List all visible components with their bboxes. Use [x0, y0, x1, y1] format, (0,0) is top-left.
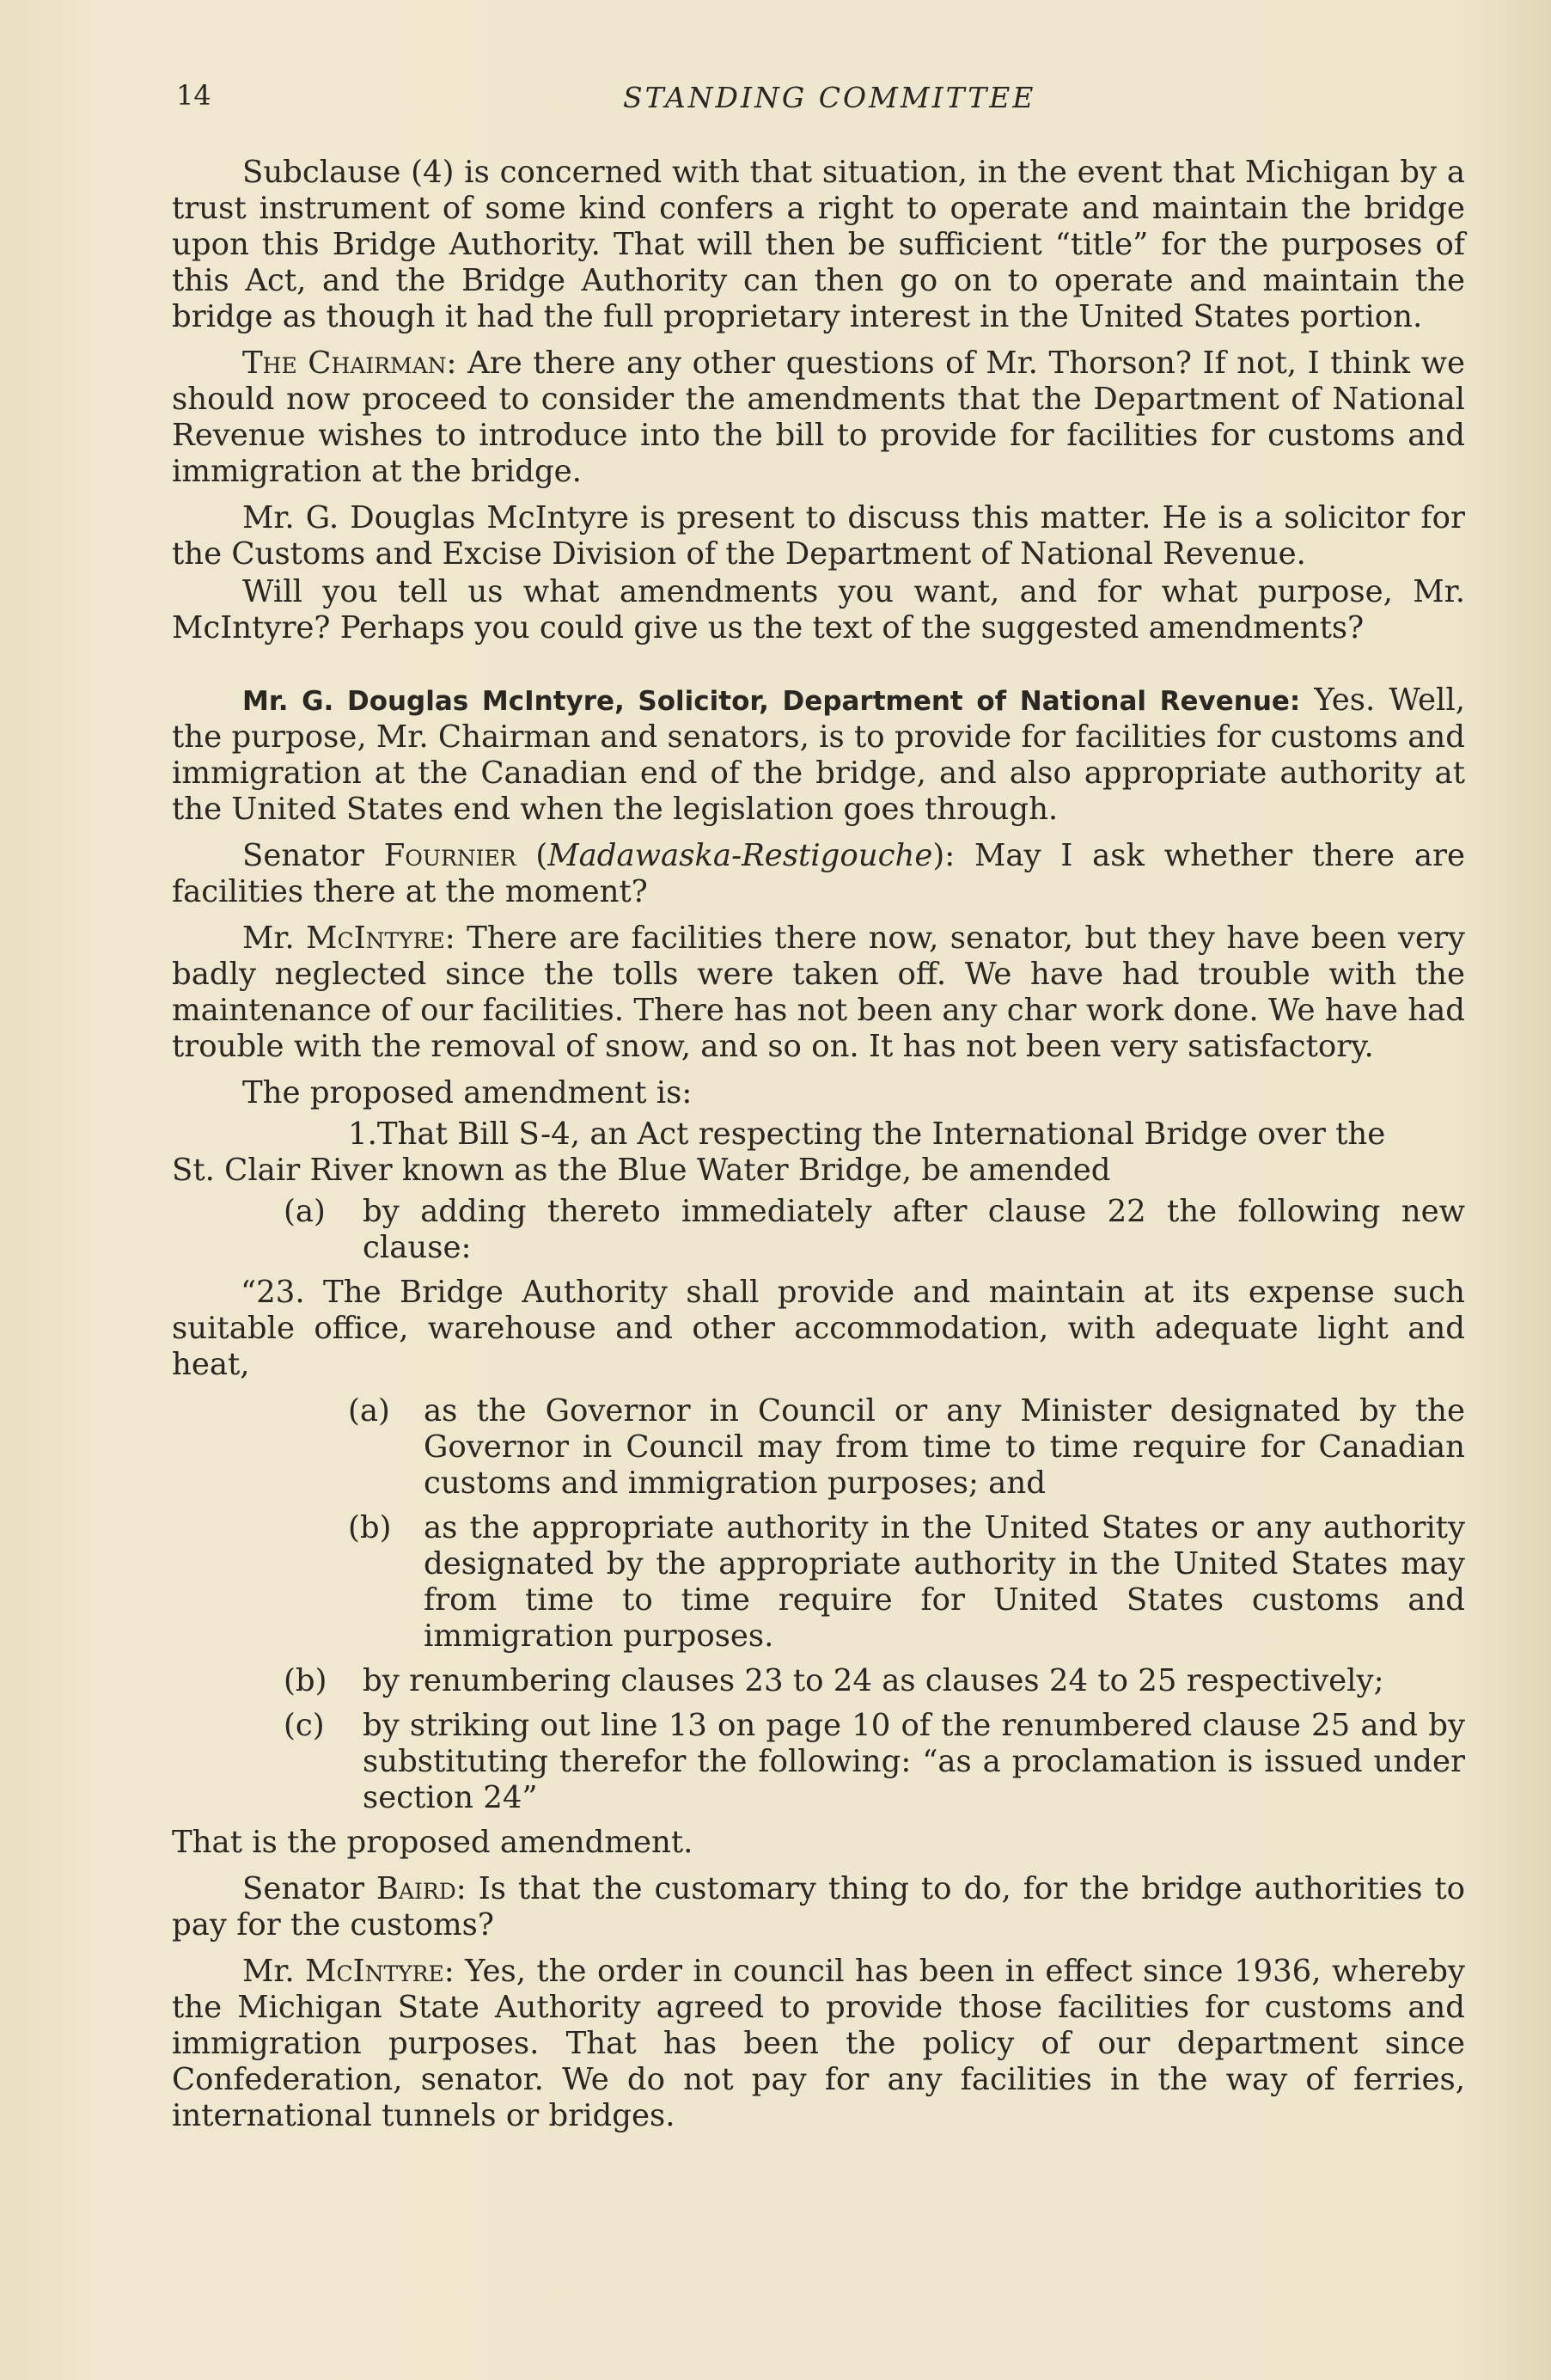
quoted-subclause-a — [348, 1393, 1465, 1502]
clause-text: as the Governor in Council or any Minister designated by the Governor in Council may from time to time require for Canadian customs and immigration purposes; and — [424, 1393, 1465, 1501]
paragraph: The proposed amendment is: — [242, 1075, 693, 1110]
paragraph-text: Yes, the order in council has been in effect since 1936, whereby the Michigan State Authority agreed to provide those facilities for customs and immigration purposes. That has been the policy of our department since Confederation, senator. We do not pay for any facilities in the way of ferries, international tunnels or bridges. — [172, 1954, 1465, 2133]
quoted-clause-23: “23. The Bridge Authority shall provide and maintain at its expense such suitable office, warehouse and other accommodation, with adequate light and heat, — [172, 1275, 1465, 1382]
clause-label: (a) — [348, 1393, 390, 1429]
clause-text: by striking out line 13 on page 10 of the renumbered clause 25 and by substituting therefor the following: “as a proclamation is issued under section 24” — [363, 1708, 1465, 1815]
amendment-item-1: 1.That Bill S-4, an Act respecting the International Bridge over the — [348, 1117, 1386, 1152]
clause-label: (c) — [284, 1708, 325, 1743]
amendment-clause-c — [284, 1708, 1465, 1816]
page-number: 14 — [176, 79, 211, 112]
witness-heading: Mr. G. Douglas McIntyre, Solicitor, Department of National Revenue: — [242, 686, 1301, 717]
paragraph: Mr. G. Douglas McIntyre is present to discuss this matter. He is a solicitor for the Customs and Excise Division of the Department of National Revenue. — [172, 500, 1465, 572]
speaker-name: The Chairman: — [242, 346, 457, 381]
paragraph-text: Yes. Well, the purpose, Mr. Chairman and senators, is to provide for facilities for customs and immigration at the Canadian end of the bridge, and also appropriate authority at the United States end when the legislation goes through. — [172, 682, 1465, 827]
clause-label: (b) — [284, 1663, 327, 1698]
amendment-item-1-continuation: St. Clair River known as the Blue Water Bridge, be amended — [172, 1153, 1111, 1188]
paragraph — [172, 1954, 1465, 2134]
speaker-title: Senator — [242, 1871, 376, 1906]
paragraph — [172, 921, 1465, 1065]
page-header — [176, 79, 1474, 122]
clause-text: by adding thereto immediately after clause 22 the following new clause: — [363, 1194, 1465, 1265]
clause-text: as the appropriate authority in the United States or any authority designated by the appropriate authority in the United States may from time to time require for United States customs and immigration purposes. — [424, 1510, 1465, 1654]
paragraph: Subclause (4) is concerned with that situation, in the event that Michigan by a trust instrument of some kind confers a right to operate and maintain the bridge upon this Bridge Authority. That will then be sufficient “title” for the purposes of this Act, and the Bridge Authority can then go on to operate and maintain the bridge as though it had the full proprietary interest in the United States portion. — [172, 155, 1465, 334]
paragraph — [172, 1871, 1465, 1943]
speaker-name: McIntyre: — [305, 1954, 455, 1989]
paragraph — [172, 346, 1465, 490]
amendment-clause-b — [284, 1663, 1465, 1699]
speaker-title: Senator — [242, 838, 384, 873]
paragraph: Will you tell us what amendments you want, and for what purpose, Mr. McIntyre? Perhaps you could give us the text of the suggested amendments? — [172, 574, 1465, 645]
quoted-subclause-b — [348, 1510, 1465, 1655]
clause-text: by renumbering clauses 23 to 24 as clauses 24 to 25 respectively; — [363, 1663, 1384, 1698]
speaker-title: Mr. — [242, 921, 307, 956]
paragraph — [172, 682, 1465, 828]
paragraph: That is the proposed amendment. — [172, 1825, 693, 1860]
page-body — [172, 155, 1465, 2144]
speaker-title: Mr. — [242, 1954, 306, 1989]
paragraph-text: Are there any other questions of Mr. Thorson? If not, I think we should now proceed to consider the amendments that the Department of National Revenue wishes to introduce into the bill to provide for facilities for customs and immigration at the bridge. — [172, 346, 1465, 489]
running-head: STANDING COMMITTEE — [623, 81, 1036, 114]
paragraph-text: There are facilities there now, senator, but they have been very badly neglected since the tolls were taken off. We have had trouble with the maintenance of our facilities. There has not been any char work done. We have had trouble with the removal of snow, and so on. It has not been very satisfactory. — [172, 921, 1465, 1064]
clause-label: (b) — [348, 1510, 392, 1545]
clause-label: (a) — [284, 1194, 326, 1229]
paragraph-text: Is that the customary thing to do, for the bridge authorities to pay for the customs? — [172, 1871, 1465, 1943]
speaker-name: Fournier — [383, 838, 516, 873]
speaker-name: McIntyre: — [306, 921, 455, 956]
paragraph: Senator Fournier (Madawaska-Restigouche): May I ask whether there are facilities there at the moment? — [172, 838, 1465, 909]
paragraph-text: : May I ask whether there are facilities there at the moment? — [172, 838, 1465, 909]
amendment-clause-a — [284, 1194, 1465, 1266]
speaker-name: Baird: — [376, 1871, 467, 1906]
speaker-riding: Madawaska-Restigouche — [547, 838, 933, 873]
